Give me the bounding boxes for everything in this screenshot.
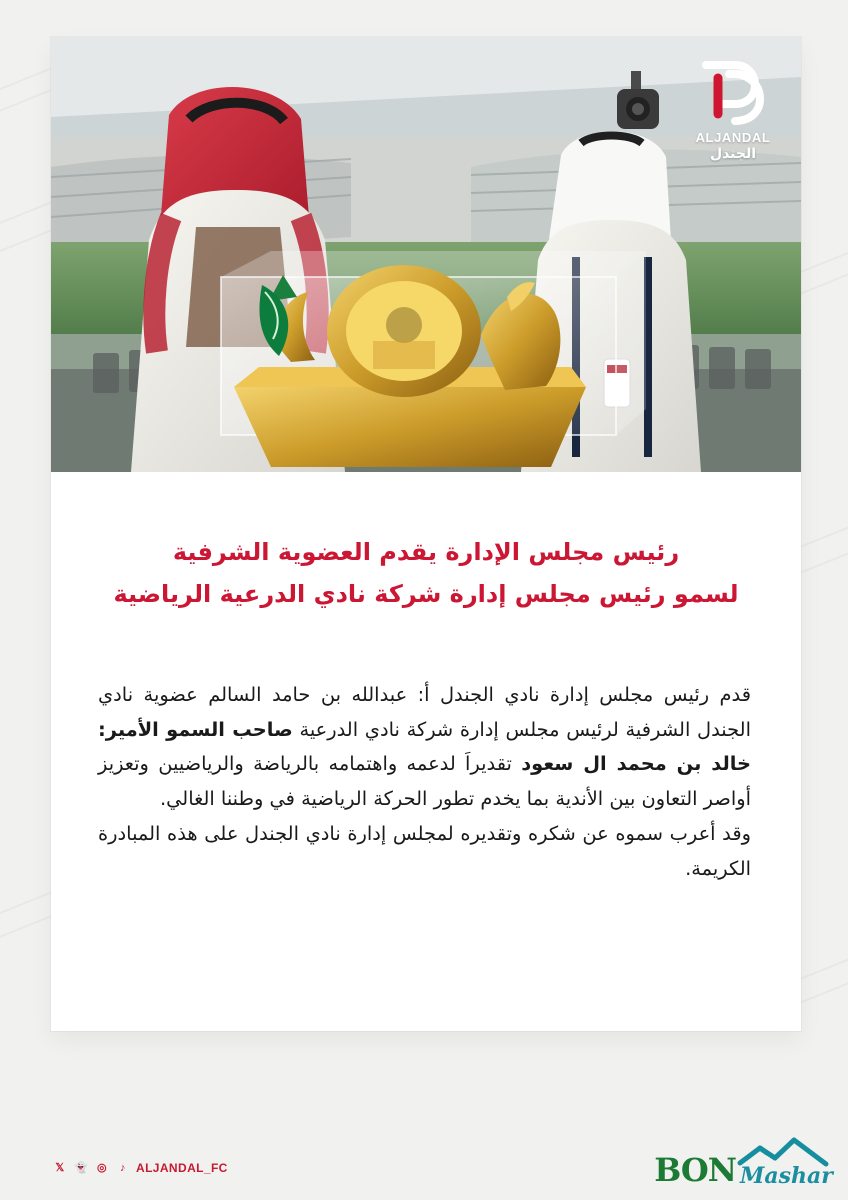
content-card [51, 37, 801, 1031]
sponsor-mashar [732, 1130, 836, 1194]
logo-mark-icon [683, 50, 783, 128]
x-icon[interactable]: 𝕏 [55, 1161, 65, 1174]
tiktok-icon[interactable]: ♪ [120, 1161, 126, 1174]
body-paragraph-2: وقد أعرب سموه عن شكره وتقديره لمجلس إدارة نادي الجندل على هذه المبادرة الكريمة. [98, 821, 751, 880]
body-paragraph-1 [98, 678, 751, 817]
paragraph-1-lead: قدم رئيس مجلس إدارة نادي الجندل أ: عبدالله بن حامد السالم عضوية نادي الجندل الشرفية لرئيس مجلس إدارة شركة نادي الدرعية [98, 683, 751, 741]
highlighted-name: صاحب السمو الأمير: خالد بن محمد ال سعود [98, 717, 751, 776]
headline-line-1: رئيس مجلس الإدارة يقدم العضوية الشرفية [172, 538, 680, 566]
social-links [52, 1156, 228, 1180]
social-handle[interactable]: ALJANDAL_FC [136, 1161, 228, 1175]
headline [51, 534, 801, 612]
headline-line-2: لسمو رئيس مجلس إدارة شركة نادي الدرعية الرياضية [113, 580, 739, 608]
trophy-shield [221, 251, 646, 467]
paragraph-1-tail: تقديراَ لدعمه واهتمامه بالرياضة والرياضيين وتعزيز أواصر التعاون بين الأندية بما يخدم تطور الحركة الرياضية في وطننا الغالي. [98, 752, 751, 811]
logo-text-english: ALJANDAL [695, 130, 771, 145]
logo-text-arabic: الجندل [709, 146, 757, 162]
footer [0, 1136, 848, 1196]
sponsor-mashar-text: Mashar [740, 1163, 833, 1189]
instagram-icon[interactable]: ◎ [97, 1161, 107, 1174]
sponsor-bon: BON [654, 1151, 736, 1189]
article-body [98, 678, 751, 886]
featured-photo [51, 37, 801, 472]
snapchat-icon[interactable]: 👻 [73, 1161, 89, 1174]
club-logo [683, 50, 783, 174]
